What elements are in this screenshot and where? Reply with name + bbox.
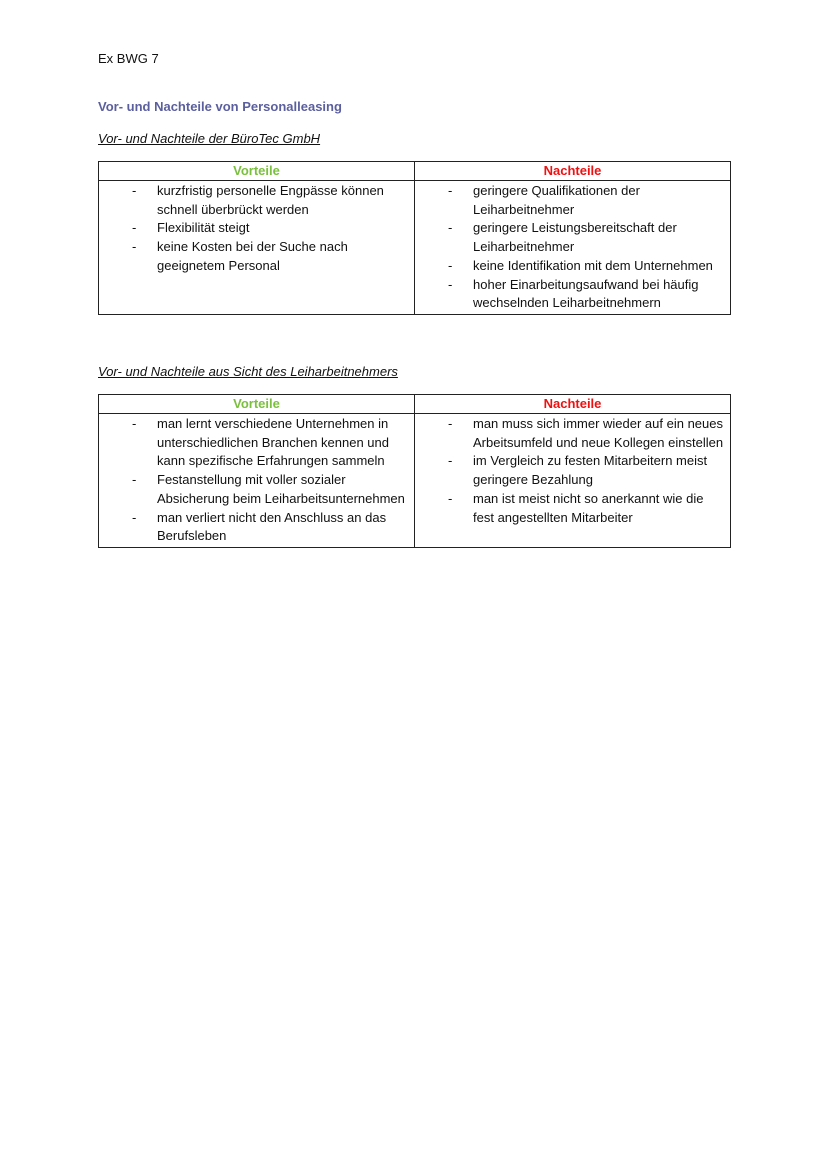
list-item: - geringere Qualifikationen der Leiharbeitnehmer [415,182,724,219]
nachteile-header: Nachteile [415,395,731,414]
list-item: - man verliert nicht den Anschluss an das Berufsleben [99,509,408,546]
list-item: - man ist meist nicht so anerkannt wie die fest angestellten Mitarbeiter [415,490,724,527]
list-item: - Festanstellung mit voller sozialer Absicherung beim Leiharbeitsunternehmen [99,471,408,508]
document-title: Vor- und Nachteile von Personalleasing [98,99,342,114]
vorteile-header: Vorteile [99,162,415,181]
list-item: - kurzfristig personelle Engpässe können schnell überbrückt werden [99,182,408,219]
pros-cons-table-leiharbeitnehmer [98,394,731,548]
list-item: - hoher Einarbeitungsaufwand bei häufig wechselnden Leiharbeitnehmern [415,276,724,313]
list-item: - keine Kosten bei der Suche nach geeignetem Personal [99,238,408,275]
section-title-leiharbeitnehmer: Vor- und Nachteile aus Sicht des Leiharbeitnehmers [98,364,398,379]
list-item: - Flexibilität steigt [99,219,408,238]
vorteile-list [99,181,414,277]
document-header-label: Ex BWG 7 [98,51,159,66]
list-item: - man muss sich immer wieder auf ein neues Arbeitsumfeld und neue Kollegen einstellen [415,415,724,452]
nachteile-header: Nachteile [415,162,731,181]
vorteile-list [99,414,414,547]
list-item: - man lernt verschiedene Unternehmen in unterschiedlichen Branchen kennen und kann spezifische Erfahrungen sammeln [99,415,408,471]
list-item: - geringere Leistungsbereitschaft der Leiharbeitnehmer [415,219,724,256]
nachteile-list [415,181,730,314]
nachteile-cell [415,181,731,315]
vorteile-cell [99,181,415,315]
section-title-buerotec: Vor- und Nachteile der BüroTec GmbH [98,131,321,146]
nachteile-list [415,414,730,528]
vorteile-cell [99,414,415,548]
list-item: - im Vergleich zu festen Mitarbeitern meist geringere Bezahlung [415,452,724,489]
pros-cons-table-buerotec [98,161,731,315]
vorteile-header: Vorteile [99,395,415,414]
nachteile-cell [415,414,731,548]
list-item: - keine Identifikation mit dem Unternehmen [415,257,724,276]
